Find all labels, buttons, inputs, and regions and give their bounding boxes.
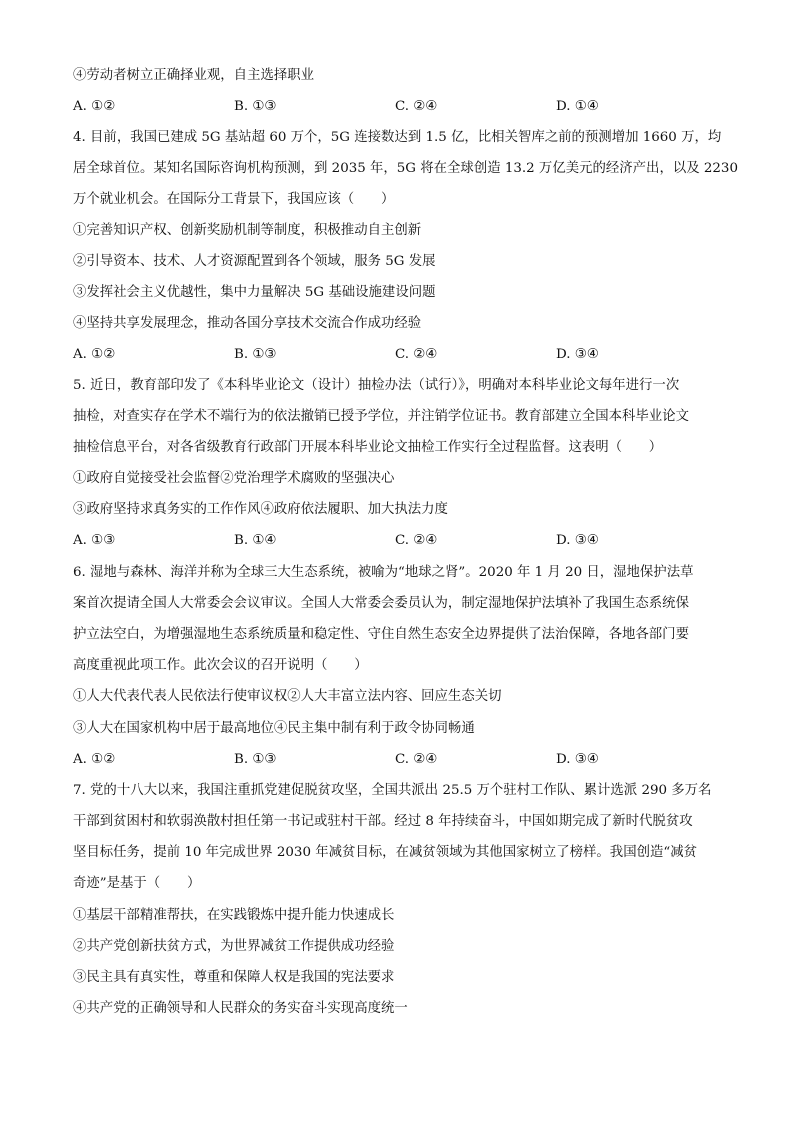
- q4-option-c: C. ②④: [395, 347, 438, 362]
- q7-stem-line-2: 干部到贫困村和软弱涣散村担任第一书记或驻村干部。经过 8 年持续奋斗，中国如期完成了新时代脱贫攻: [73, 814, 693, 829]
- q7-stem-line-1: 7. 党的十八大以来，我国注重抓党建促脱贫攻坚，全国共派出 25.5 万个驻村工作队、累计选派 290 多万名: [73, 783, 712, 798]
- q4-item-1: ①完善知识产权、创新奖励机制等制度，积极推动自主创新: [73, 223, 422, 238]
- q4-option-b: B. ①③: [234, 347, 277, 362]
- q7-item-4: ④共产党的正确领导和人民群众的务实奋斗实现高度统一: [73, 1001, 408, 1016]
- q3-option-c: C. ②④: [395, 99, 438, 114]
- q7-item-2: ②共产党创新扶贫方式，为世界减贫工作提供成功经验: [73, 939, 395, 954]
- q6-option-d: D. ③④: [556, 752, 599, 767]
- q7-item-1: ①基层干部精准帮扶，在实践锻炼中提升能力快速成长: [73, 908, 395, 923]
- q6-stem-line-4: 高度重视此项工作。此次会议的召开说明（ ）: [73, 658, 368, 673]
- q4-option-d: D. ③④: [556, 347, 599, 362]
- q6-option-a: A. ①②: [73, 752, 116, 767]
- q4-options: [73, 345, 733, 365]
- q7-stem-line-4: 奇迹”是基于（ ）: [73, 876, 201, 891]
- q5-options: [73, 531, 733, 551]
- q3-options: [73, 97, 733, 117]
- q5-option-b: B. ①④: [234, 533, 277, 548]
- q5-stem-line-3: 抽检信息平台，对各省级教育行政部门开展本科毕业论文抽检工作实行全过程监督。这表明（ ）: [73, 440, 663, 455]
- q4-stem-line-3: 万个就业机会。在国际分工背景下，我国应该（ ）: [73, 192, 395, 207]
- q6-options: [73, 750, 733, 770]
- q4-item-3: ③发挥社会主义优越性，集中力量解决 5G 基础设施建设问题: [73, 285, 436, 300]
- q3-option-a: A. ①②: [73, 99, 116, 114]
- q6-item-2: ③人大在国家机构中居于最高地位④民主集中制有利于政令协同畅通: [73, 721, 475, 736]
- q6-stem-line-3: 护立法空白，为增强湿地生态系统质量和稳定性、守住自然生态安全边界提供了法治保障，各地各部门要: [73, 627, 689, 642]
- q5-item-1: ①政府自觉接受社会监督②党治理学术腐败的坚强决心: [73, 471, 395, 486]
- q5-stem-line-1: 5. 近日，教育部印发了《本科毕业论文（设计）抽检办法（试行）》，明确对本科毕业论文每年进行一次: [73, 378, 680, 393]
- q4-item-4: ④坚持共享发展理念，推动各国分享技术交流合作成功经验: [73, 316, 422, 331]
- q4-item-2: ②引导资本、技术、人才资源配置到各个领域，服务 5G 发展: [73, 254, 436, 269]
- q5-stem-line-2: 抽检，对查实存在学术不端行为的依法撤销已授予学位，并注销学位证书。教育部建立全国本科毕业论文: [73, 409, 689, 424]
- q7-item-3: ③民主具有真实性，尊重和保障人权是我国的宪法要求: [73, 970, 395, 985]
- q3-option-d: D. ①④: [556, 99, 599, 114]
- q3-option-b: B. ①③: [234, 99, 277, 114]
- q6-option-c: C. ②④: [395, 752, 438, 767]
- q4-stem-line-1: 4. 目前，我国已建成 5G 基站超 60 万个，5G 连接数达到 1.5 亿，比相关智库之前的预测增加 1660 万，均: [73, 130, 722, 145]
- q4-stem-line-2: 居全球首位。某知名国际咨询机构预测，到 2035 年，5G 将在全球创造 13.2 万亿美元的经济产出，以及 2230: [73, 161, 738, 176]
- q6-stem-line-1: 6. 湿地与森林、海洋并称为全球三大生态系统，被喻为“地球之肾”。2020 年 1 月 20 日，湿地保护法草: [73, 565, 694, 580]
- q5-item-2: ③政府坚持求真务实的工作作风④政府依法履职、加大执法力度: [73, 502, 448, 517]
- q6-item-1: ①人大代表代表人民依法行使审议权②人大丰富立法内容、回应生态关切: [73, 689, 502, 704]
- q5-option-c: C. ②④: [395, 533, 438, 548]
- q7-stem-line-3: 坚目标任务，提前 10 年完成世界 2030 年减贫目标，在减贫领域为其他国家树立了榜样。我国创造“减贫: [73, 845, 698, 860]
- q6-stem-line-2: 案首次提请全国人大常委会会议审议。全国人大常委会委员认为，制定湿地保护法填补了我国生态系统保: [73, 596, 689, 611]
- q6-option-b: B. ①③: [234, 752, 277, 767]
- q5-option-d: D. ③④: [556, 533, 599, 548]
- q5-option-a: A. ①③: [73, 533, 116, 548]
- q3-item-4: ④劳动者树立正确择业观，自主选择职业: [73, 68, 315, 83]
- q4-option-a: A. ①②: [73, 347, 116, 362]
